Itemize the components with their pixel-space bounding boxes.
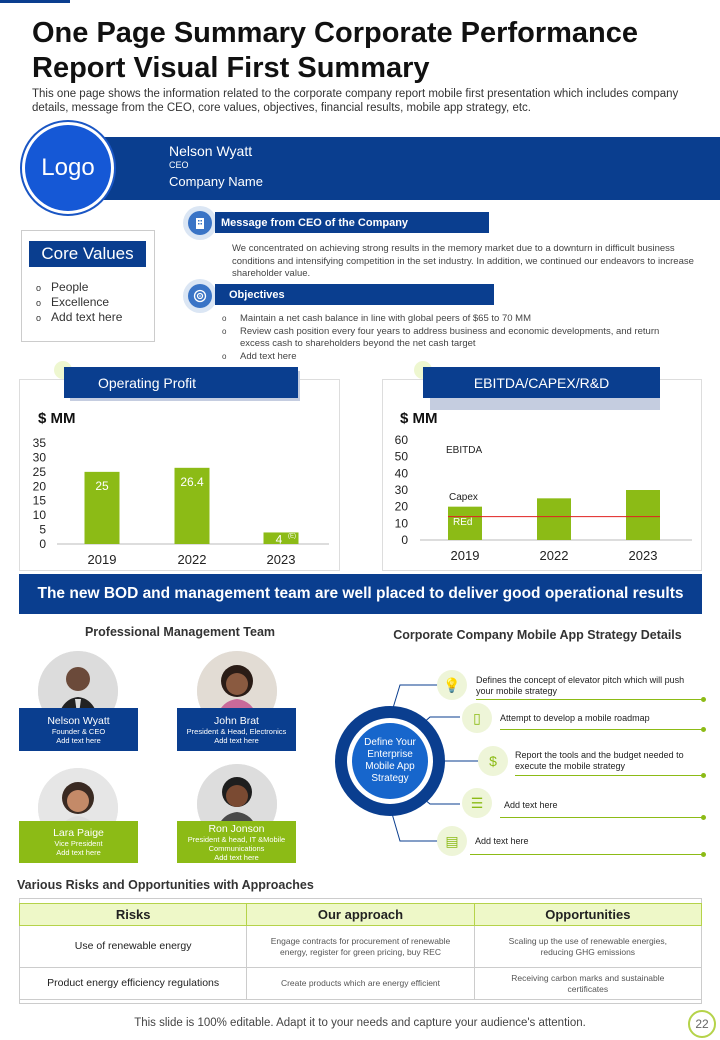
team-member-name: Nelson Wyatt — [47, 714, 110, 727]
table-cell: Product energy efficiency regulations — [20, 968, 247, 1000]
team-member-name: Ron Jonson — [208, 822, 265, 835]
strategy-dot — [701, 727, 706, 732]
table-cell: Engage contracts for procurement of renewable energy, register for green pricing, buy REC — [247, 926, 474, 968]
y-tick-label: 30 — [394, 483, 408, 497]
objective-item: o Review cash position every four years to address business and economic developments, and return excess cash to shareholders beyond the net cash target — [222, 326, 682, 351]
operating-profit-unit: $ MM — [38, 410, 76, 427]
strategy-dot — [701, 815, 706, 820]
ceo-message-text: We concentrated on achieving strong results in the memory market due to a downturn in difficult business conditions and intensifying competition in the set industry. In addition, we continued our endeavors to increase shareholder value. — [232, 243, 694, 279]
page-subtitle: This one page shows the information related to the corporate company report mobile first presentation which includes company details, message from the CEO, core values, objectives, financial results, mobile app strategy, etc. — [32, 88, 679, 114]
strategy-dot — [701, 852, 706, 857]
strategy-line — [515, 775, 703, 776]
risks-table — [19, 903, 702, 1000]
team-heading: Professional Management Team — [84, 625, 276, 639]
ebitda-chart-unit: $ MM — [400, 410, 438, 427]
data-label: 25 — [95, 478, 109, 493]
page-number: 22 — [688, 1010, 716, 1038]
strategy-item: Attempt to develop a mobile roadmap — [500, 713, 650, 723]
footer-text: This slide is 100% editable. Adapt it to your needs and capture your audience's attention. — [134, 1017, 586, 1029]
team-member-role: Founder & CEO — [51, 726, 106, 736]
table-cell: Receiving carbon marks and sustainable certificates — [474, 968, 701, 1000]
objectives-heading: Objectives — [215, 284, 494, 305]
series-label-capex: Capex — [449, 492, 478, 503]
y-tick-label: 10 — [394, 516, 408, 531]
team-member-name: Lara Paige — [53, 827, 104, 839]
strategy-dot — [701, 773, 706, 778]
core-value-item: o People — [36, 280, 122, 295]
operating-profit-title: Operating Profit — [64, 367, 298, 398]
x-tick-label: 2023 — [266, 552, 296, 567]
y-tick-label: 40 — [394, 466, 408, 481]
strategy-center: Define Your Enterprise Mobile App Strategy — [352, 723, 428, 799]
x-tick-label: 2019 — [450, 548, 480, 563]
team-member-role: President & Head, Electronics — [186, 726, 287, 736]
x-tick-label: 2019 — [87, 552, 117, 567]
team-member-note: Add text here — [214, 852, 259, 862]
data-label: 26.4 — [180, 474, 204, 489]
series-label-ebitda: EBITDA — [446, 445, 483, 456]
strategy-line — [500, 729, 703, 730]
strategy-line — [500, 817, 703, 818]
y-tick-label: 5 — [39, 522, 46, 537]
team-member-name: John Brat — [214, 714, 259, 727]
core-value-item: o Excellence — [36, 295, 122, 310]
building-icon — [183, 206, 217, 240]
strategy-dot — [701, 697, 706, 702]
bar-note: (E) — [288, 533, 296, 540]
team-member-role: President & head, IT &Mobile Communications — [187, 834, 286, 853]
ceo-message-heading: Message from CEO of the Company — [215, 212, 489, 233]
document-icon: ▤ — [437, 826, 467, 856]
column-header: Our approach — [247, 904, 474, 926]
table-cell: Scaling up the use of renewable energies, reducing GHG emissions — [474, 926, 701, 968]
x-tick-label: 2022 — [539, 548, 569, 563]
strategy-item: Add text here — [504, 800, 558, 810]
budget-icon: $ — [478, 746, 508, 776]
bod-banner: The new BOD and management team are well placed to deliver good operational results — [19, 574, 702, 614]
mobile-icon: ▯ — [462, 703, 492, 733]
lightbulb-icon: 💡 — [437, 670, 467, 700]
column-header: Risks — [20, 904, 247, 926]
strategy-item: Report the tools and the budget needed to execute the mobile strategy — [515, 750, 684, 771]
y-tick-label: 60 — [394, 433, 408, 447]
x-tick-label: 2023 — [628, 548, 658, 563]
ceo-role: CEO — [169, 160, 189, 170]
core-values-list — [36, 280, 122, 325]
team-member-note: Add text here — [56, 735, 101, 745]
y-tick-label: 0 — [39, 537, 46, 551]
core-values-heading: Core Values — [29, 241, 146, 267]
y-tick-label: 0 — [401, 533, 408, 547]
y-tick-label: 25 — [32, 464, 46, 479]
risks-table-header — [20, 904, 702, 926]
bar — [537, 498, 571, 540]
target-icon — [183, 279, 217, 313]
y-tick-label: 50 — [394, 449, 408, 464]
team-card — [177, 821, 296, 863]
team-member-role: Vice President — [54, 839, 103, 848]
team-card — [19, 708, 138, 751]
team-card — [19, 821, 138, 863]
objective-item: o Add text here — [222, 351, 682, 364]
team-member-note: Add text here — [56, 848, 101, 857]
y-tick-label: 30 — [32, 450, 46, 465]
y-tick-label: 10 — [32, 508, 46, 523]
strategy-item: Defines the concept of elevator pitch which will push your mobile strategy — [476, 675, 685, 696]
x-tick-label: 2022 — [177, 552, 207, 567]
clipboard-icon: ☰ — [462, 788, 492, 818]
strategy-item: Add text here — [475, 836, 529, 846]
y-tick-label: 20 — [32, 479, 46, 494]
strategy-line — [470, 854, 703, 855]
strategy-line — [476, 699, 703, 700]
top-accent-bar — [0, 0, 70, 3]
table-cell: Create products which are energy efficient — [247, 968, 474, 1000]
table-row — [20, 968, 702, 1000]
y-tick-label: 35 — [32, 436, 46, 450]
operating-profit-chart — [19, 430, 340, 571]
strategy-heading: Corporate Company Mobile App Strategy Details — [393, 628, 682, 642]
objectives-list — [222, 313, 682, 363]
page-title: One Page Summary Corporate Performance Report Visual First Summary — [32, 17, 638, 84]
table-row — [20, 926, 702, 968]
team-card — [177, 708, 296, 751]
company-name: Company Name — [169, 174, 263, 189]
objective-item: o Maintain a net cash balance in line with global peers of $65 to 70 MM — [222, 313, 682, 326]
y-tick-label: 20 — [394, 499, 408, 514]
column-header: Opportunities — [474, 904, 701, 926]
team-member-note: Add text here — [214, 735, 259, 745]
ebitda-chart — [382, 430, 702, 571]
y-tick-label: 15 — [32, 493, 46, 508]
series-label-red: REd — [453, 517, 473, 528]
bar — [626, 490, 660, 540]
logo: Logo — [25, 125, 111, 211]
risks-heading: Various Risks and Opportunities with Approaches — [17, 878, 314, 892]
data-label: 4 — [275, 532, 283, 547]
profile-band — [62, 137, 720, 200]
ebitda-chart-title: EBITDA/CAPEX/R&D — [423, 367, 660, 398]
table-cell: Use of renewable energy — [20, 926, 247, 968]
core-value-item: o Add text here — [36, 310, 122, 325]
ceo-name: Nelson Wyatt — [169, 143, 253, 159]
